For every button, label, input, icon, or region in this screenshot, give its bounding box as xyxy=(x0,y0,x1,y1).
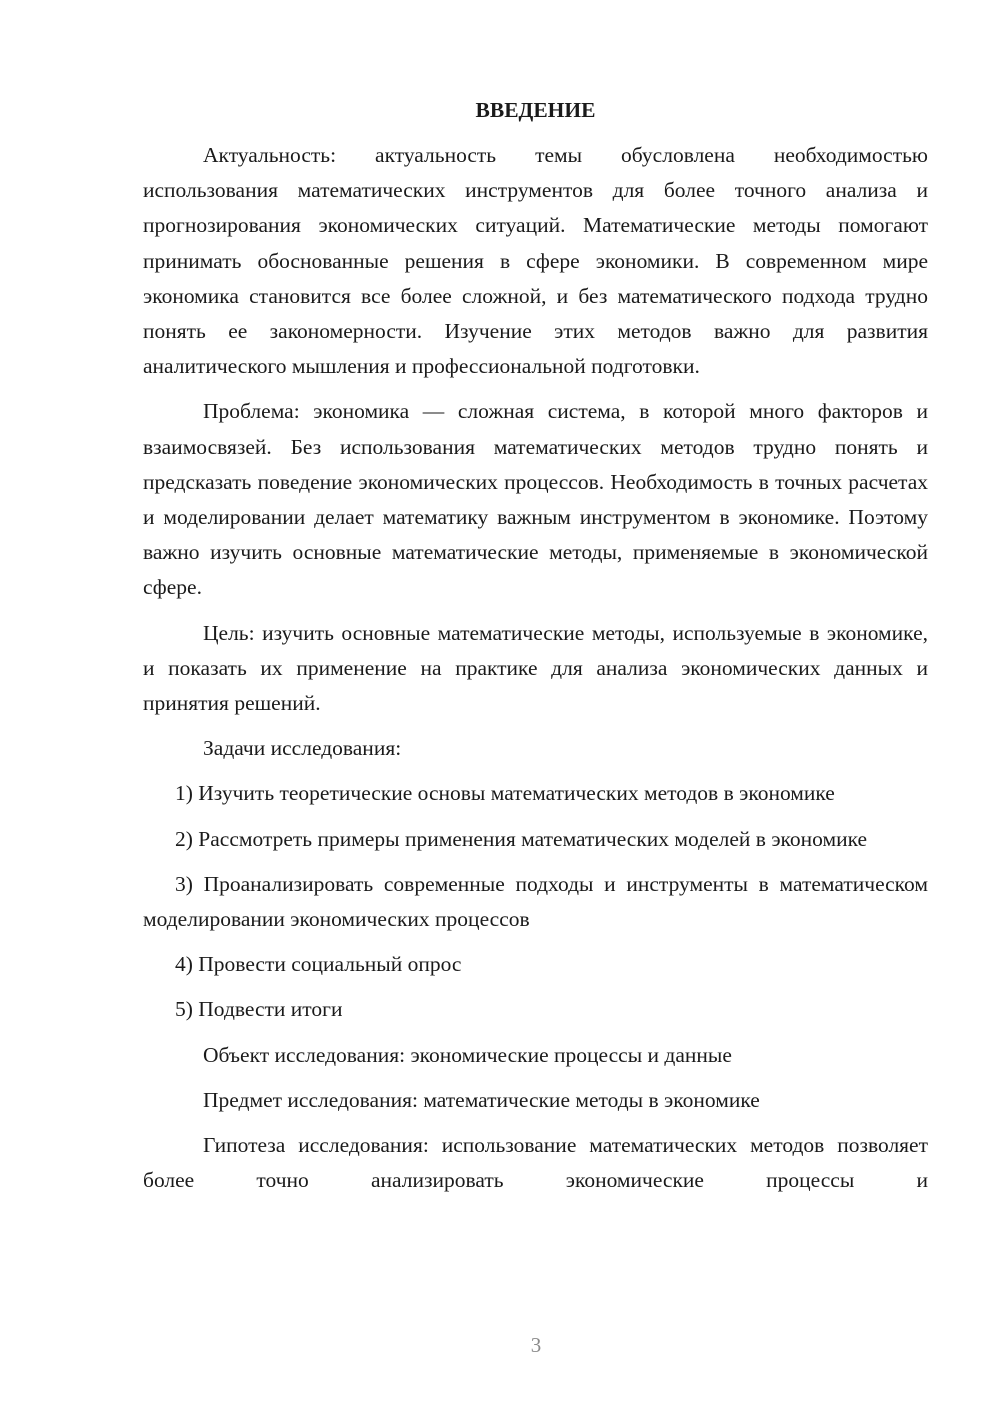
hypothesis-paragraph: Гипотеза исследования: использование математических методов позволяет более точно анализировать экономические процессы и xyxy=(143,1133,928,1193)
relevance-paragraph: Актуальность: актуальность темы обусловлена необходимостью использования математических инструментов для более точного анализа и прогнозирования экономических ситуаций. Математические методы помогают принимать обоснованные решения в сфере экономики. В современном мире экономика становится все более сложной, и без математического подхода трудно понять ее закономерности. Изучение этих методов важно для развития аналитического мышления и профессиональной подготовки. xyxy=(143,143,928,379)
document-page xyxy=(143,92,928,1208)
section-heading: ВВЕДЕНИЕ xyxy=(475,98,596,122)
problem-paragraph: Проблема: экономика — сложная система, в которой много факторов и взаимосвязей. Без использования математических методов трудно понять и предсказать поведение экономических процессов. Необходимость в точных расчетах и моделировании делает математику важным инструментом в экономике. Поэтому важно изучить основные математические методы, применяемые в экономической сфере. xyxy=(143,399,928,600)
list-item: 3) Проанализировать современные подходы и инструменты в математическом моделировании экономических процессов xyxy=(143,871,928,932)
tasks-list xyxy=(143,776,928,1027)
page-number: 3 xyxy=(530,1333,542,1357)
tasks-label: Задачи исследования: xyxy=(203,736,402,761)
list-item: 5) Подвести итоги xyxy=(175,997,343,1022)
research-subject-paragraph: Предмет исследования: математические методы в экономике xyxy=(203,1087,760,1112)
research-object-paragraph: Объект исследования: экономические процессы и данные xyxy=(203,1042,732,1067)
goal-paragraph: Цель: изучить основные математические методы, используемые в экономике, и показать их применение на практике для анализа экономических данных и принятия решений. xyxy=(143,620,928,716)
list-item: 4) Провести социальный опрос xyxy=(175,952,462,977)
list-item: 2) Рассмотреть примеры применения математических моделей в экономике xyxy=(175,826,868,851)
list-item: 1) Изучить теоретические основы математических методов в экономике xyxy=(175,781,835,806)
